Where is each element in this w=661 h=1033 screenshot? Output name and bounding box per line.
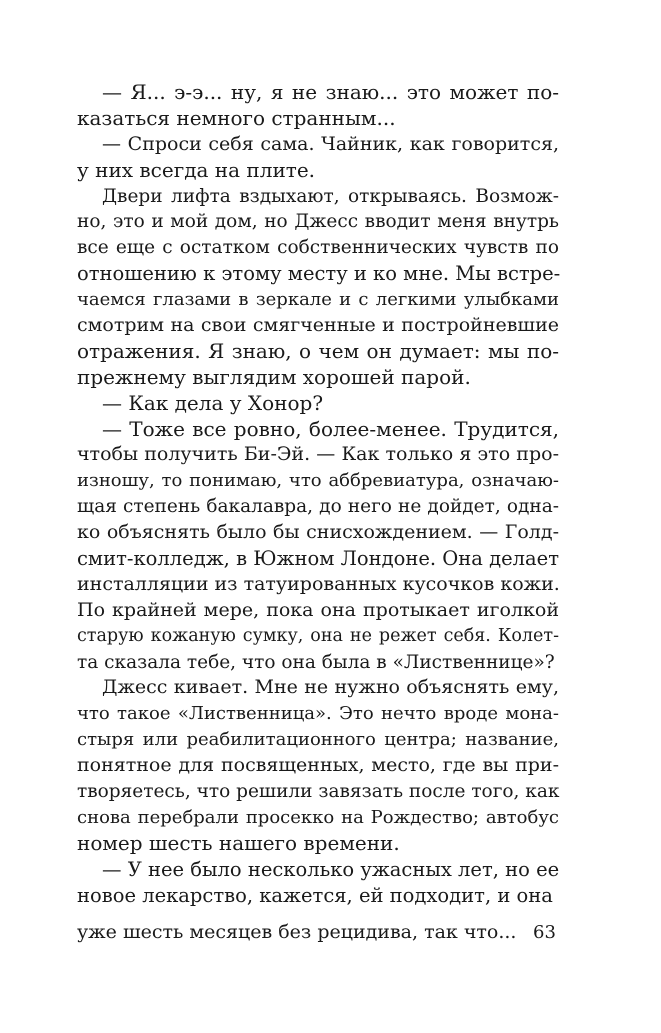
- text-line: старую кожаную сумку, она не режет себя. Колет-: [77, 625, 559, 646]
- text-line: но, это и мой дом, но Джесс вводит меня внутрь: [77, 211, 559, 233]
- body-text: [77, 80, 559, 909]
- text-line: та сказала тебе, что она была в «Лиственнице»?: [77, 651, 555, 673]
- text-line: — Я... э-э... ну, я не знаю... это может по-: [102, 80, 559, 104]
- text-line: По крайней мере, пока она протыкает иголкой: [77, 598, 559, 621]
- text-line: что такое «Лиственница». Это нечто вроде мона-: [77, 703, 559, 725]
- text-line: у них всегда на плите.: [77, 157, 316, 182]
- text-line: ко объяснять было бы снисхождением. — Голд-: [77, 521, 559, 544]
- text-line: — У нее было несколько ужасных лет, но ее: [102, 857, 560, 881]
- text-line: смит-колледж, в Южном Лондоне. Она делает: [77, 547, 559, 571]
- text-line: понятное для посвященных, место, где вы при-: [77, 754, 559, 777]
- text-line: чаемся глазами в зеркале и с легкими улыбками: [77, 289, 559, 311]
- text-line: щая степень бакалавра, до него не дойдет, одна-: [77, 496, 559, 518]
- final-text-line: уже шесть месяцев без рецидива, так что...: [77, 921, 517, 943]
- text-line: казаться немного странным...: [77, 105, 396, 130]
- text-line: номер шесть нашего времени.: [77, 830, 400, 855]
- page-number: 63: [533, 922, 556, 943]
- text-line: творяетесь, что решили завязать после того, как: [77, 781, 560, 803]
- text-line: инсталляции из татуированных кусочков кожи.: [77, 572, 560, 595]
- text-line: отношению к этому месту и ко мне. Мы встре-: [77, 262, 561, 286]
- text-line: все еще с остатком собственнических чувств по: [77, 237, 559, 259]
- text-line: прежнему выглядим хорошей парой.: [77, 364, 471, 389]
- text-line: — Как дела у Хонор?: [102, 390, 324, 415]
- text-line: смотрим на свои смягченные и постройневшие: [77, 314, 559, 337]
- text-line: снова перебрали просекко на Рождество; автобус: [77, 806, 559, 828]
- text-line: новое лекарство, кажется, ей подходит, и она: [77, 883, 553, 907]
- text-line: стыря или реабилитационного центра; название,: [77, 729, 559, 751]
- text-line: отражения. Я знаю, о чем он думает: мы по-: [77, 338, 559, 363]
- text-line: — Спроси себя сама. Чайник, как говорится,: [102, 132, 559, 155]
- text-line: Двери лифта вздыхают, открываясь. Возмож-: [102, 185, 559, 207]
- text-line: — Тоже все ровно, более-менее. Трудится,: [102, 416, 559, 441]
- text-line: Джесс кивает. Мне не нужно объяснять ему,: [102, 676, 559, 699]
- text-line: изношу, то понимаю, что аббревиатура, означаю-: [77, 470, 559, 492]
- text-line: чтобы получить Би-Эй. — Как только я это про-: [77, 443, 559, 466]
